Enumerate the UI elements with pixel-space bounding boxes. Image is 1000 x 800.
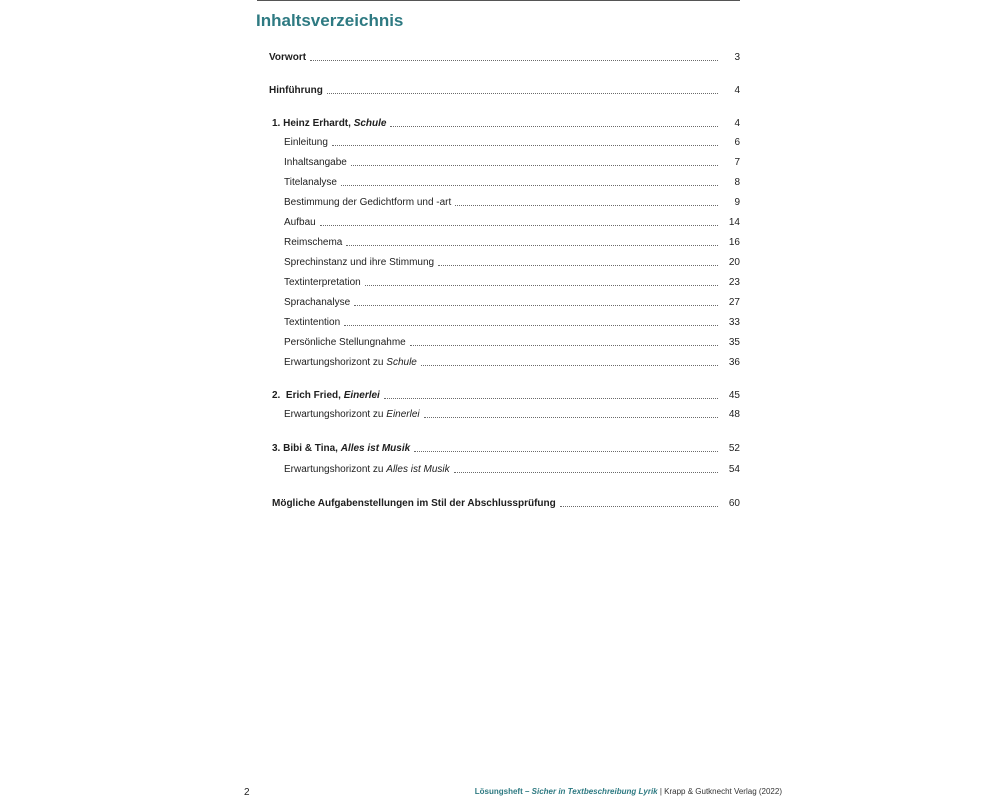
toc-entry-gedichtform[interactable] <box>284 195 740 209</box>
toc-entry-label: Inhaltsangabe <box>284 157 347 168</box>
dot-leader <box>351 165 718 166</box>
dot-leader <box>421 365 718 366</box>
toc-entry-label: 1. Heinz Erhardt, Schule <box>272 118 387 129</box>
toc-entry-page: 9 <box>734 197 740 208</box>
toc-entry-page: 54 <box>728 464 740 475</box>
dot-leader <box>424 417 718 418</box>
dot-leader <box>327 93 718 94</box>
toc-entry-vorwort[interactable] <box>269 50 740 64</box>
dot-leader <box>414 451 718 452</box>
footer-book-title: Sicher in Textbeschreibung Lyrik <box>531 787 658 796</box>
toc-entry-label: Textintention <box>284 317 341 328</box>
dot-leader <box>384 398 718 399</box>
toc-entry-erhardt[interactable] <box>272 116 740 130</box>
footer-credit <box>475 787 782 796</box>
toc-entry-label: Hinführung <box>269 85 323 96</box>
toc-entry-page: 6 <box>734 137 740 148</box>
toc-entry-label: Textinterpretation <box>284 277 361 288</box>
toc-entry-page: 4 <box>734 118 740 129</box>
toc-entry-erwartungshorizont-einerlei[interactable] <box>284 407 740 421</box>
toc-entry-page: 3 <box>734 52 740 63</box>
toc-entry-label: Titelanalyse <box>284 177 337 188</box>
toc-entry-page: 8 <box>734 177 740 188</box>
toc-entry-label: Erwartungshorizont zu Schule <box>284 357 417 368</box>
toc-entry-stellungnahme[interactable] <box>284 335 740 349</box>
footer-publisher: | Krapp & Gutknecht Verlag (2022) <box>657 787 782 796</box>
toc-entry-page: 48 <box>728 409 740 420</box>
toc-entry-label: Erwartungshorizont zu Einerlei <box>284 409 420 420</box>
toc-entry-inhaltsangabe[interactable] <box>284 155 740 169</box>
toc-entry-page: 14 <box>728 217 740 228</box>
toc-entry-label: Reimschema <box>284 237 343 248</box>
toc-entry-page: 4 <box>734 85 740 96</box>
dot-leader <box>310 60 718 61</box>
toc-entry-label: Bestimmung der Gedichtform und -art <box>284 197 452 208</box>
dot-leader <box>454 472 718 473</box>
toc-entry-page: 23 <box>728 277 740 288</box>
dot-leader <box>365 285 718 286</box>
dot-leader <box>332 145 718 146</box>
dot-leader <box>346 245 718 246</box>
dot-leader <box>438 265 718 266</box>
toc-entry-label: Sprechinstanz und ihre Stimmung <box>284 257 435 268</box>
toc-entry-label: 2. Erich Fried, Einerlei <box>272 390 380 401</box>
page-title: Inhaltsverzeichnis <box>256 11 404 30</box>
dot-leader <box>344 325 718 326</box>
toc-entry-aufgabenstellungen[interactable] <box>272 496 740 510</box>
toc-entry-erwartungshorizont-schule[interactable] <box>284 355 740 369</box>
toc-entry-sprechinstanz[interactable] <box>284 255 740 269</box>
toc-entry-label: Persönliche Stellungnahme <box>284 337 406 348</box>
toc-entry-textinterpretation[interactable] <box>284 275 740 289</box>
toc-entry-page: 35 <box>728 337 740 348</box>
toc-entry-label: Erwartungshorizont zu Alles ist Musik <box>284 464 450 475</box>
toc-entry-page: 36 <box>728 357 740 368</box>
toc-entry-label: 3. Bibi & Tina, Alles ist Musik <box>272 443 411 454</box>
dot-leader <box>354 305 718 306</box>
dot-leader <box>410 345 718 346</box>
footer-page-number: 2 <box>244 787 250 798</box>
toc-entry-page: 33 <box>728 317 740 328</box>
dot-leader <box>390 126 718 127</box>
toc-entry-titelanalyse[interactable] <box>284 175 740 189</box>
toc-entry-bibi-tina[interactable] <box>272 441 740 455</box>
toc-entry-sprachanalyse[interactable] <box>284 295 740 309</box>
toc-entry-label: Einleitung <box>284 137 328 148</box>
toc-entry-erwartungshorizont-musik[interactable] <box>284 462 740 476</box>
footer-series: Lösungsheft – <box>474 787 532 796</box>
toc-entry-hinfuehrung[interactable] <box>269 83 740 97</box>
toc-entry-aufbau[interactable] <box>284 215 740 229</box>
dot-leader <box>320 225 718 226</box>
toc-entry-page: 27 <box>728 297 740 308</box>
dot-leader <box>560 506 718 507</box>
toc-entry-page: 7 <box>734 157 740 168</box>
toc-entry-fried[interactable] <box>272 388 740 402</box>
toc-entry-label: Sprachanalyse <box>284 297 351 308</box>
toc-entry-einleitung[interactable] <box>284 135 740 149</box>
toc-entry-page: 45 <box>728 390 740 401</box>
toc-entry-page: 16 <box>728 237 740 248</box>
toc-entry-page: 52 <box>728 443 740 454</box>
toc-entry-page: 60 <box>728 498 740 509</box>
toc-entry-reimschema[interactable] <box>284 235 740 249</box>
toc-entry-textintention[interactable] <box>284 315 740 329</box>
dot-leader <box>455 205 718 206</box>
toc-entry-label: Aufbau <box>284 217 316 228</box>
toc-entry-label: Mögliche Aufgabenstellungen im Stil der Abschlussprüfung <box>272 498 556 509</box>
dot-leader <box>341 185 718 186</box>
toc-entry-page: 20 <box>728 257 740 268</box>
toc-entry-label: Vorwort <box>269 52 307 63</box>
